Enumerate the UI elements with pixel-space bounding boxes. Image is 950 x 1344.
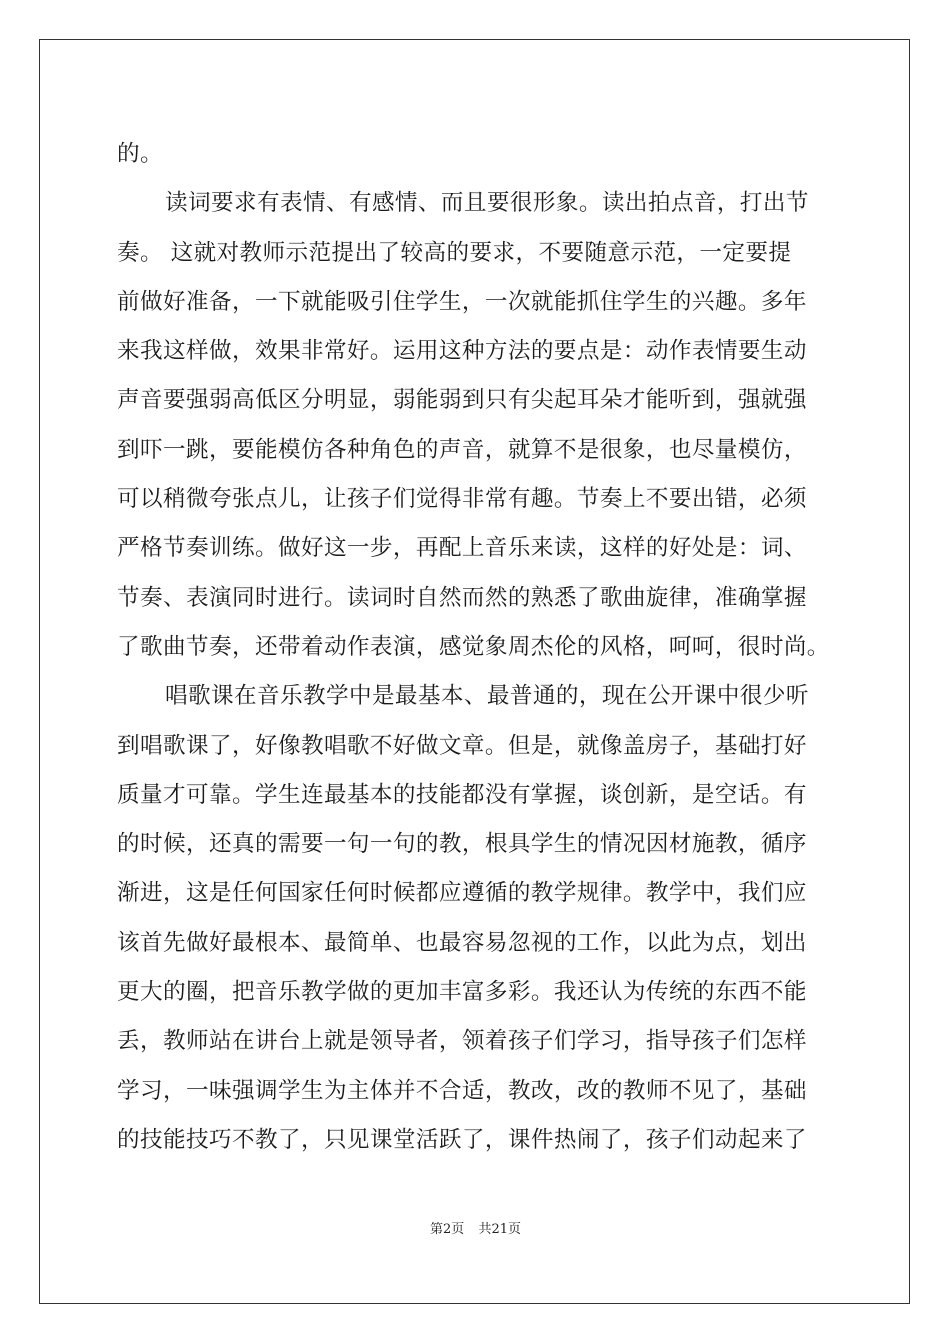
text-line: 了歌曲节奏，还带着动作表演，感觉象周杰伦的风格，呵呵，很时尚。 — [117, 633, 830, 660]
text-line: 来我这样做，效果非常好。运用这种方法的要点是：动作表情要生动 — [117, 338, 807, 365]
page-frame — [39, 39, 910, 1304]
text-line: 的时候，还真的需要一句一句的教，根具学生的情况因材施教，循序 — [117, 831, 807, 858]
text-line: 质量才可靠。学生连最基本的技能都没有掌握，谈创新，是空话。有 — [117, 781, 807, 808]
text-line: 严格节奏训练。做好这一步，再配上音乐来读，这样的好处是：词、 — [117, 535, 807, 562]
text-line: 渐进，这是任何国家任何时候都应遵循的教学规律。教学中，我们应 — [117, 880, 807, 907]
text-line: 该首先做好最根本、最简单、也最容易忽视的工作，以此为点，划出 — [117, 929, 807, 956]
document-body — [117, 130, 837, 1165]
text-line: 更大的圈，把音乐教学做的更加丰富多彩。我还认为传统的东西不能 — [117, 979, 807, 1006]
text-line: 的技能技巧不教了，只见课堂活跃了，课件热闹了，孩子们动起来了 — [117, 1126, 807, 1153]
text-line: 的。 — [117, 141, 163, 167]
text-line: 前做好准备，一下就能吸引住学生，一次就能抓住学生的兴趣。多年 — [117, 288, 807, 315]
text-line: 读词要求有表情、有感情、而且要很形象。读出拍点音，打出节 — [165, 190, 809, 217]
text-line: 节奏、表演同时进行。读词时自然而然的熟悉了歌曲旋律，准确掌握 — [117, 584, 807, 611]
text-line: 唱歌课在音乐教学中是最基本、最普通的，现在公开课中很少听 — [165, 683, 809, 710]
text-line: 到吓一跳，要能模仿各种角色的声音，就算不是很象，也尽量模仿， — [117, 436, 807, 463]
text-line: 学习，一味强调学生为主体并不合适，教改，改的教师不见了，基础 — [117, 1077, 807, 1104]
page-number: 第2页 — [430, 1222, 465, 1237]
page-total: 共21页 — [478, 1222, 521, 1237]
text-line: 声音要强弱高低区分明显，弱能弱到只有尖起耳朵才能听到，强就强 — [117, 387, 807, 414]
page-footer — [40, 1218, 911, 1237]
text-line: 可以稍微夸张点儿，让孩子们觉得非常有趣。节奏上不要出错，必须 — [117, 486, 807, 513]
text-line: 到唱歌课了，好像教唱歌不好做文章。但是，就像盖房子，基础打好 — [117, 732, 807, 759]
text-line: 丢，教师站在讲台上就是领导者，领着孩子们学习，指导孩子们怎样 — [117, 1028, 807, 1055]
text-line: 奏。 这就对教师示范提出了较高的要求，不要随意示范，一定要提 — [117, 239, 792, 266]
